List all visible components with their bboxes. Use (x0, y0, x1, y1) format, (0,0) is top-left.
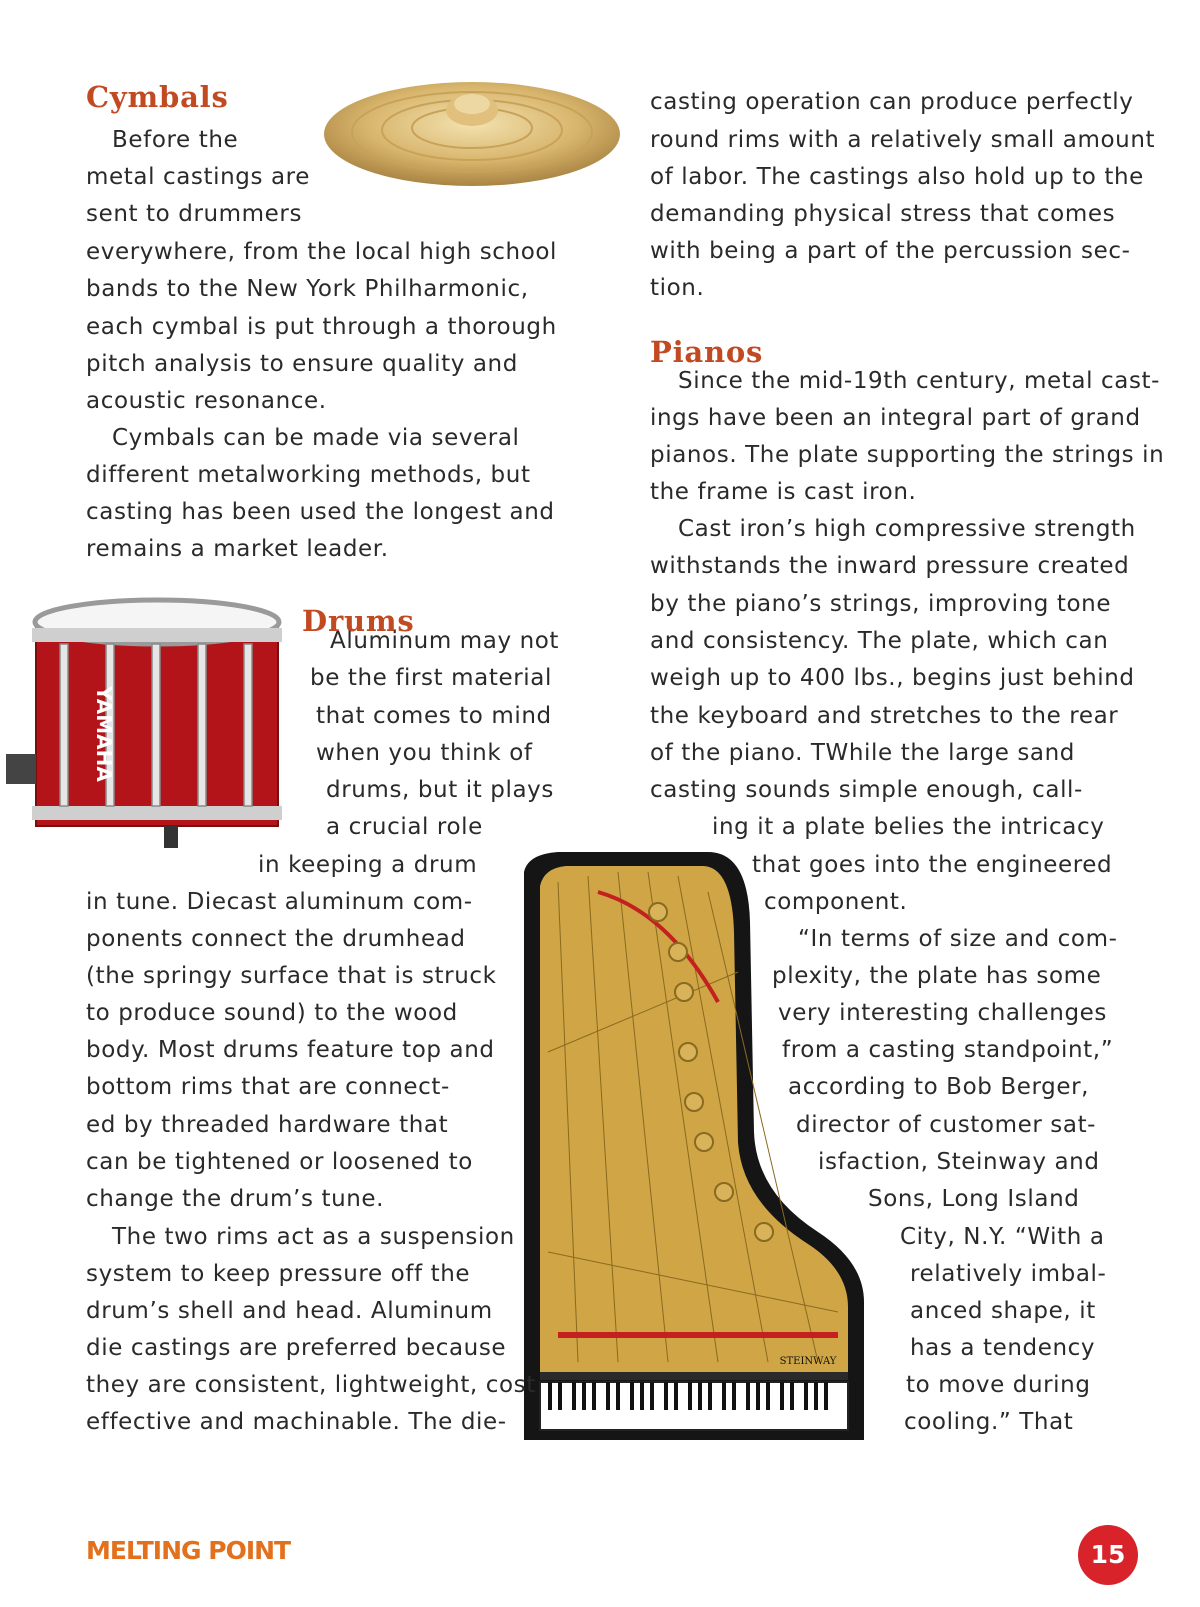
right-line-35: cooling.” That (904, 1409, 1074, 1435)
left-line-14: be the first material (310, 665, 552, 691)
left-line-11: casting has been used the longest and (86, 499, 555, 525)
footer-brand: MELTING POINT (86, 1536, 291, 1565)
right-line-11: Cast iron’s high compressive strength (678, 516, 1136, 542)
left-line-2: metal castings are (86, 164, 310, 190)
right-line-6: tion. (650, 275, 705, 301)
left-line-24: body. Most drums feature top and (86, 1037, 495, 1063)
right-line-19: ing it a plate belies the intricacy (712, 814, 1105, 840)
left-line-28: change the drum’s tune. (86, 1186, 385, 1212)
left-line-26: ed by threaded hardware that (86, 1112, 449, 1138)
right-line-23: plexity, the plate has some (772, 963, 1102, 989)
left-line-7: pitch analysis to ensure quality and (86, 351, 518, 377)
right-line-1: casting operation can produce perfectly (650, 89, 1134, 115)
left-line-18: a crucial role (326, 814, 483, 840)
left-line-5: bands to the New York Philharmonic, (86, 276, 529, 302)
drum-image (2, 594, 302, 854)
right-line-13: by the piano’s strings, improving tone (650, 591, 1112, 617)
right-line-9: pianos. The plate supporting the strings in (650, 442, 1165, 468)
heading-drums: Drums (302, 604, 415, 638)
left-line-1: Before the (112, 127, 239, 153)
heading-cymbals: Cymbals (86, 80, 229, 114)
left-line-10: different metalworking methods, but (86, 462, 531, 488)
right-line-32: anced shape, it (910, 1298, 1096, 1324)
right-line-18: casting sounds simple enough, call- (650, 777, 1083, 803)
left-line-23: to produce sound) to the wood (86, 1000, 458, 1026)
left-line-6: each cymbal is put through a thorough (86, 314, 557, 340)
right-line-14: and consistency. The plate, which can (650, 628, 1109, 654)
right-line-4: demanding physical stress that comes (650, 201, 1116, 227)
left-line-17: drums, but it plays (326, 777, 554, 803)
heading-pianos: Pianos (650, 335, 764, 369)
left-line-21: ponents connect the drumhead (86, 926, 466, 952)
left-line-16: when you think of (316, 740, 533, 766)
right-line-22: “In terms of size and com- (798, 926, 1118, 952)
right-line-20: that goes into the engineered (752, 852, 1113, 878)
right-line-21: component. (764, 889, 908, 915)
left-line-27: can be tightened or loosened to (86, 1149, 473, 1175)
left-line-19: in keeping a drum (258, 852, 478, 878)
left-line-25: bottom rims that are connect- (86, 1074, 450, 1100)
left-line-15: that comes to mind (316, 703, 552, 729)
left-line-34: effective and machinable. The die- (86, 1409, 507, 1435)
right-line-24: very interesting challenges (778, 1000, 1108, 1026)
right-line-12: withstands the inward pressure created (650, 553, 1130, 579)
cymbal-image (322, 52, 622, 192)
right-line-25: from a casting standpoint,” (782, 1037, 1114, 1063)
right-line-31: relatively imbal- (910, 1261, 1107, 1287)
piano-brand-label: STEINWAY (779, 1356, 837, 1367)
left-line-3: sent to drummers (86, 201, 303, 227)
right-line-16: the keyboard and stretches to the rear (650, 703, 1119, 729)
left-line-9: Cymbals can be made via several (112, 425, 520, 451)
right-line-28: isfaction, Steinway and (818, 1149, 1100, 1175)
left-line-29: The two rims act as a suspension (112, 1224, 515, 1250)
right-line-26: according to Bob Berger, (788, 1074, 1090, 1100)
right-line-34: to move during (906, 1372, 1091, 1398)
left-line-22: (the springy surface that is struck (86, 963, 497, 989)
drum-brand-label: YAMAHA (92, 686, 116, 782)
right-line-8: ings have been an integral part of grand (650, 405, 1141, 431)
left-line-8: acoustic resonance. (86, 388, 327, 414)
left-line-13: Aluminum may not (330, 628, 560, 654)
left-line-20: in tune. Diecast aluminum com- (86, 889, 473, 915)
right-line-27: director of customer sat- (796, 1112, 1097, 1138)
right-line-15: weigh up to 400 lbs., begins just behind (650, 665, 1135, 691)
left-line-31: drum’s shell and head. Aluminum (86, 1298, 493, 1324)
right-line-29: Sons, Long Island (868, 1186, 1080, 1212)
right-line-3: of labor. The castings also hold up to the (650, 164, 1144, 190)
left-line-33: they are consistent, lightweight, cost (86, 1372, 536, 1398)
left-line-32: die castings are preferred because (86, 1335, 507, 1361)
left-line-4: everywhere, from the local high school (86, 239, 558, 265)
right-line-5: with being a part of the percussion sec- (650, 238, 1131, 264)
right-line-2: round rims with a relatively small amount (650, 127, 1156, 153)
right-line-17: of the piano. TWhile the large sand (650, 740, 1076, 766)
right-line-30: City, N.Y. “With a (900, 1224, 1105, 1250)
left-line-12: remains a market leader. (86, 536, 389, 562)
right-line-7: Since the mid-19th century, metal cast- (678, 368, 1161, 394)
right-line-33: has a tendency (910, 1335, 1096, 1361)
page-number-badge: 15 (1078, 1525, 1138, 1585)
left-line-30: system to keep pressure off the (86, 1261, 471, 1287)
right-line-10: the frame is cast iron. (650, 479, 917, 505)
